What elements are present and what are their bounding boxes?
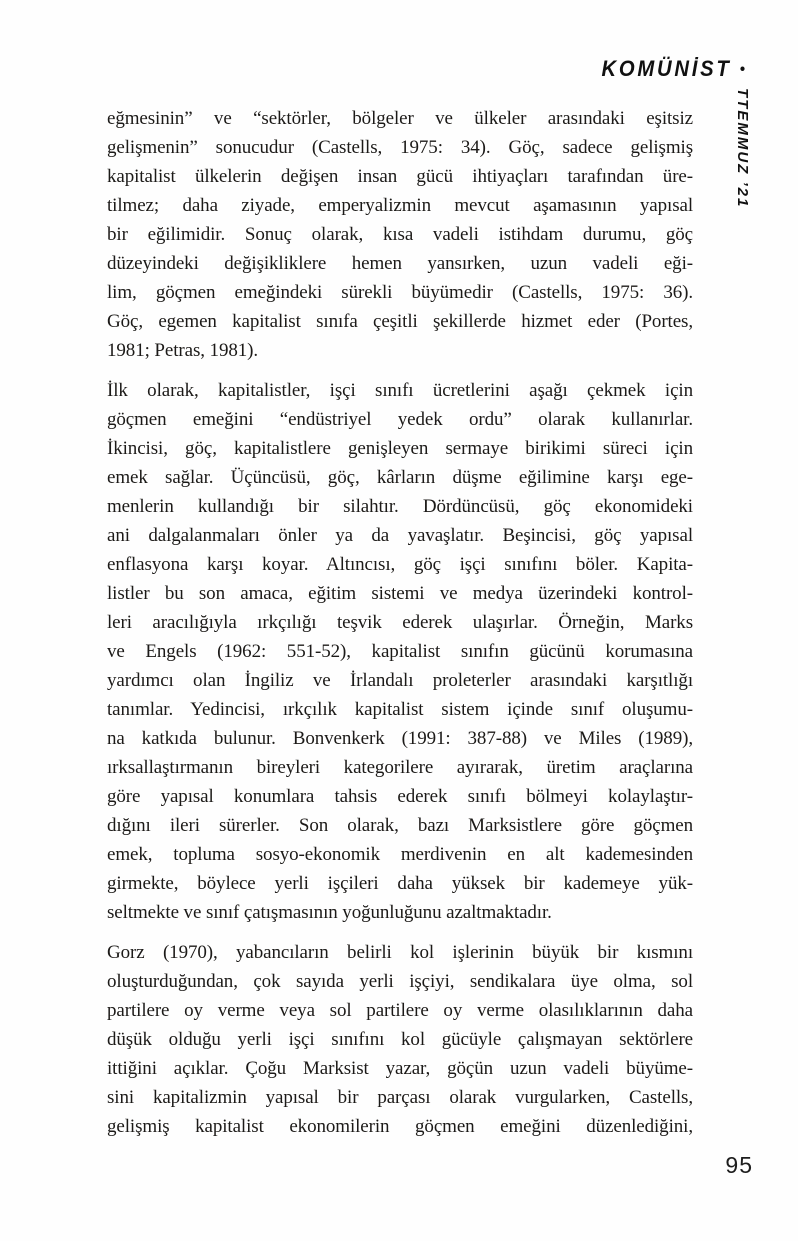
page-number: 95 <box>725 1152 753 1178</box>
text-line: 1981; Petras, 1981). <box>107 340 259 361</box>
paragraph <box>107 104 693 365</box>
text-line: tanımlar. Yedincisi, ırkçılık kapitalist sistem içinde sınıf oluşumu- <box>107 699 693 720</box>
text-line: göre yapısal konumlara tahsis ederek sınıfı bölmeyi kolaylaştır- <box>107 786 693 807</box>
text-line: oluşturduğundan, çok sayıda yerli işçiyi, sendikalara üye olma, sol <box>107 971 693 992</box>
text-line: eğmesinin” ve “sektörler, bölgeler ve ülkeler arasındaki eşitsiz <box>107 108 693 129</box>
journal-header <box>602 56 745 82</box>
text-line: seltmekte ve sınıf çatışmasının yoğunluğunu azaltmaktadır. <box>107 902 552 923</box>
text-line: girmekte, böylece yerli işçileri daha yüksek bir kademeye yük- <box>107 873 693 894</box>
text-line: ırksallaştırmanın bireyleri kategorilere ayırarak, üretim araçlarına <box>107 757 693 778</box>
text-line: na katkıda bulunur. Bonvenkerk (1991: 387-88) ve Miles (1989), <box>107 728 693 749</box>
bullet-icon: • <box>739 61 745 78</box>
text-line: ittiğini açıklar. Çoğu Marksist yazar, göçün uzun vadeli büyüme- <box>107 1058 693 1079</box>
text-line: göçmen emeğini “endüstriyel yedek ordu” olarak kullanırlar. <box>107 409 693 430</box>
text-line: İlk olarak, kapitalistler, işçi sınıfı ücretlerini aşağı çekmek için <box>107 380 693 401</box>
text-line: ve Engels (1962: 551-52), kapitalist sınıfın gücünü korumasına <box>107 641 693 662</box>
text-line: düşük olduğu yerli işçi sınıfını kol gücüyle çalışmayan sektörlere <box>107 1029 693 1050</box>
text-line: ani dalgalanmaları önler ya da yavaşlatır. Beşincisi, göç yapısal <box>107 525 693 546</box>
text-line: Göç, egemen kapitalist sınıfa çeşitli şekillerde hizmet eder (Portes, <box>107 311 693 332</box>
paragraph <box>107 376 693 927</box>
paragraph <box>107 938 693 1141</box>
text-line: kapitalist ülkelerin değişen insan gücü ihtiyaçları tarafından üre- <box>107 166 693 187</box>
text-line: yardımcı olan İngiliz ve İrlandalı proleterler arasındaki karşıtlığı <box>107 670 693 691</box>
text-line: bir eğilimidir. Sonuç olarak, kısa vadeli istihdam durumu, göç <box>107 224 693 245</box>
text-line: İkincisi, göç, kapitalistlere genişleyen sermaye birikimi süreci için <box>107 438 693 459</box>
text-line: emek sağlar. Üçüncüsü, göç, kârların düşme eğilimine karşı ege- <box>107 467 693 488</box>
text-line: listler bu son amaca, eğitim sistemi ve medya üzerindeki kontrol- <box>107 583 693 604</box>
body-text <box>107 104 693 1152</box>
text-line: leri aracılığıyla ırkçılığı teşvik ederek ulaşırlar. Örneğin, Marks <box>107 612 693 633</box>
text-line: partilere oy verme veya sol partilere oy verme olasılıklarının daha <box>107 1000 693 1021</box>
text-line: gelişmiş kapitalist ekonomilerin göçmen emeğini düzenlediğini, <box>107 1116 693 1137</box>
text-line: Gorz (1970), yabancıların belirli kol işlerinin büyük bir kısmını <box>107 942 693 963</box>
text-line: gelişmenin” sonucudur (Castells, 1975: 34). Göç, sadece gelişmiş <box>107 137 693 158</box>
issue-date-vertical: TTEMMUZ ’21 <box>734 88 751 209</box>
text-line: dığını ileri sürerler. Son olarak, bazı Marksistlere göre göçmen <box>107 815 693 836</box>
text-line: düzeyindeki değişikliklere hemen yansırken, uzun vadeli eği- <box>107 253 693 274</box>
text-line: emek, topluma sosyo-ekonomik merdivenin en alt kademesinden <box>107 844 693 865</box>
text-line: lim, göçmen emeğindeki sürekli büyümedir (Castells, 1975: 36). <box>107 282 693 303</box>
text-line: menlerin kullandığı bir silahtır. Dördüncüsü, göç ekonomideki <box>107 496 693 517</box>
text-line: enflasyona karşı koyar. Altıncısı, göç işçi sınıfını böler. Kapita- <box>107 554 693 575</box>
journal-title: KOMÜNİST <box>601 56 732 81</box>
text-line: tilmez; daha ziyade, emperyalizmin mevcut aşamasının yapısal <box>107 195 693 216</box>
text-line: sini kapitalizmin yapısal bir parçası olarak vurgularken, Castells, <box>107 1087 693 1108</box>
